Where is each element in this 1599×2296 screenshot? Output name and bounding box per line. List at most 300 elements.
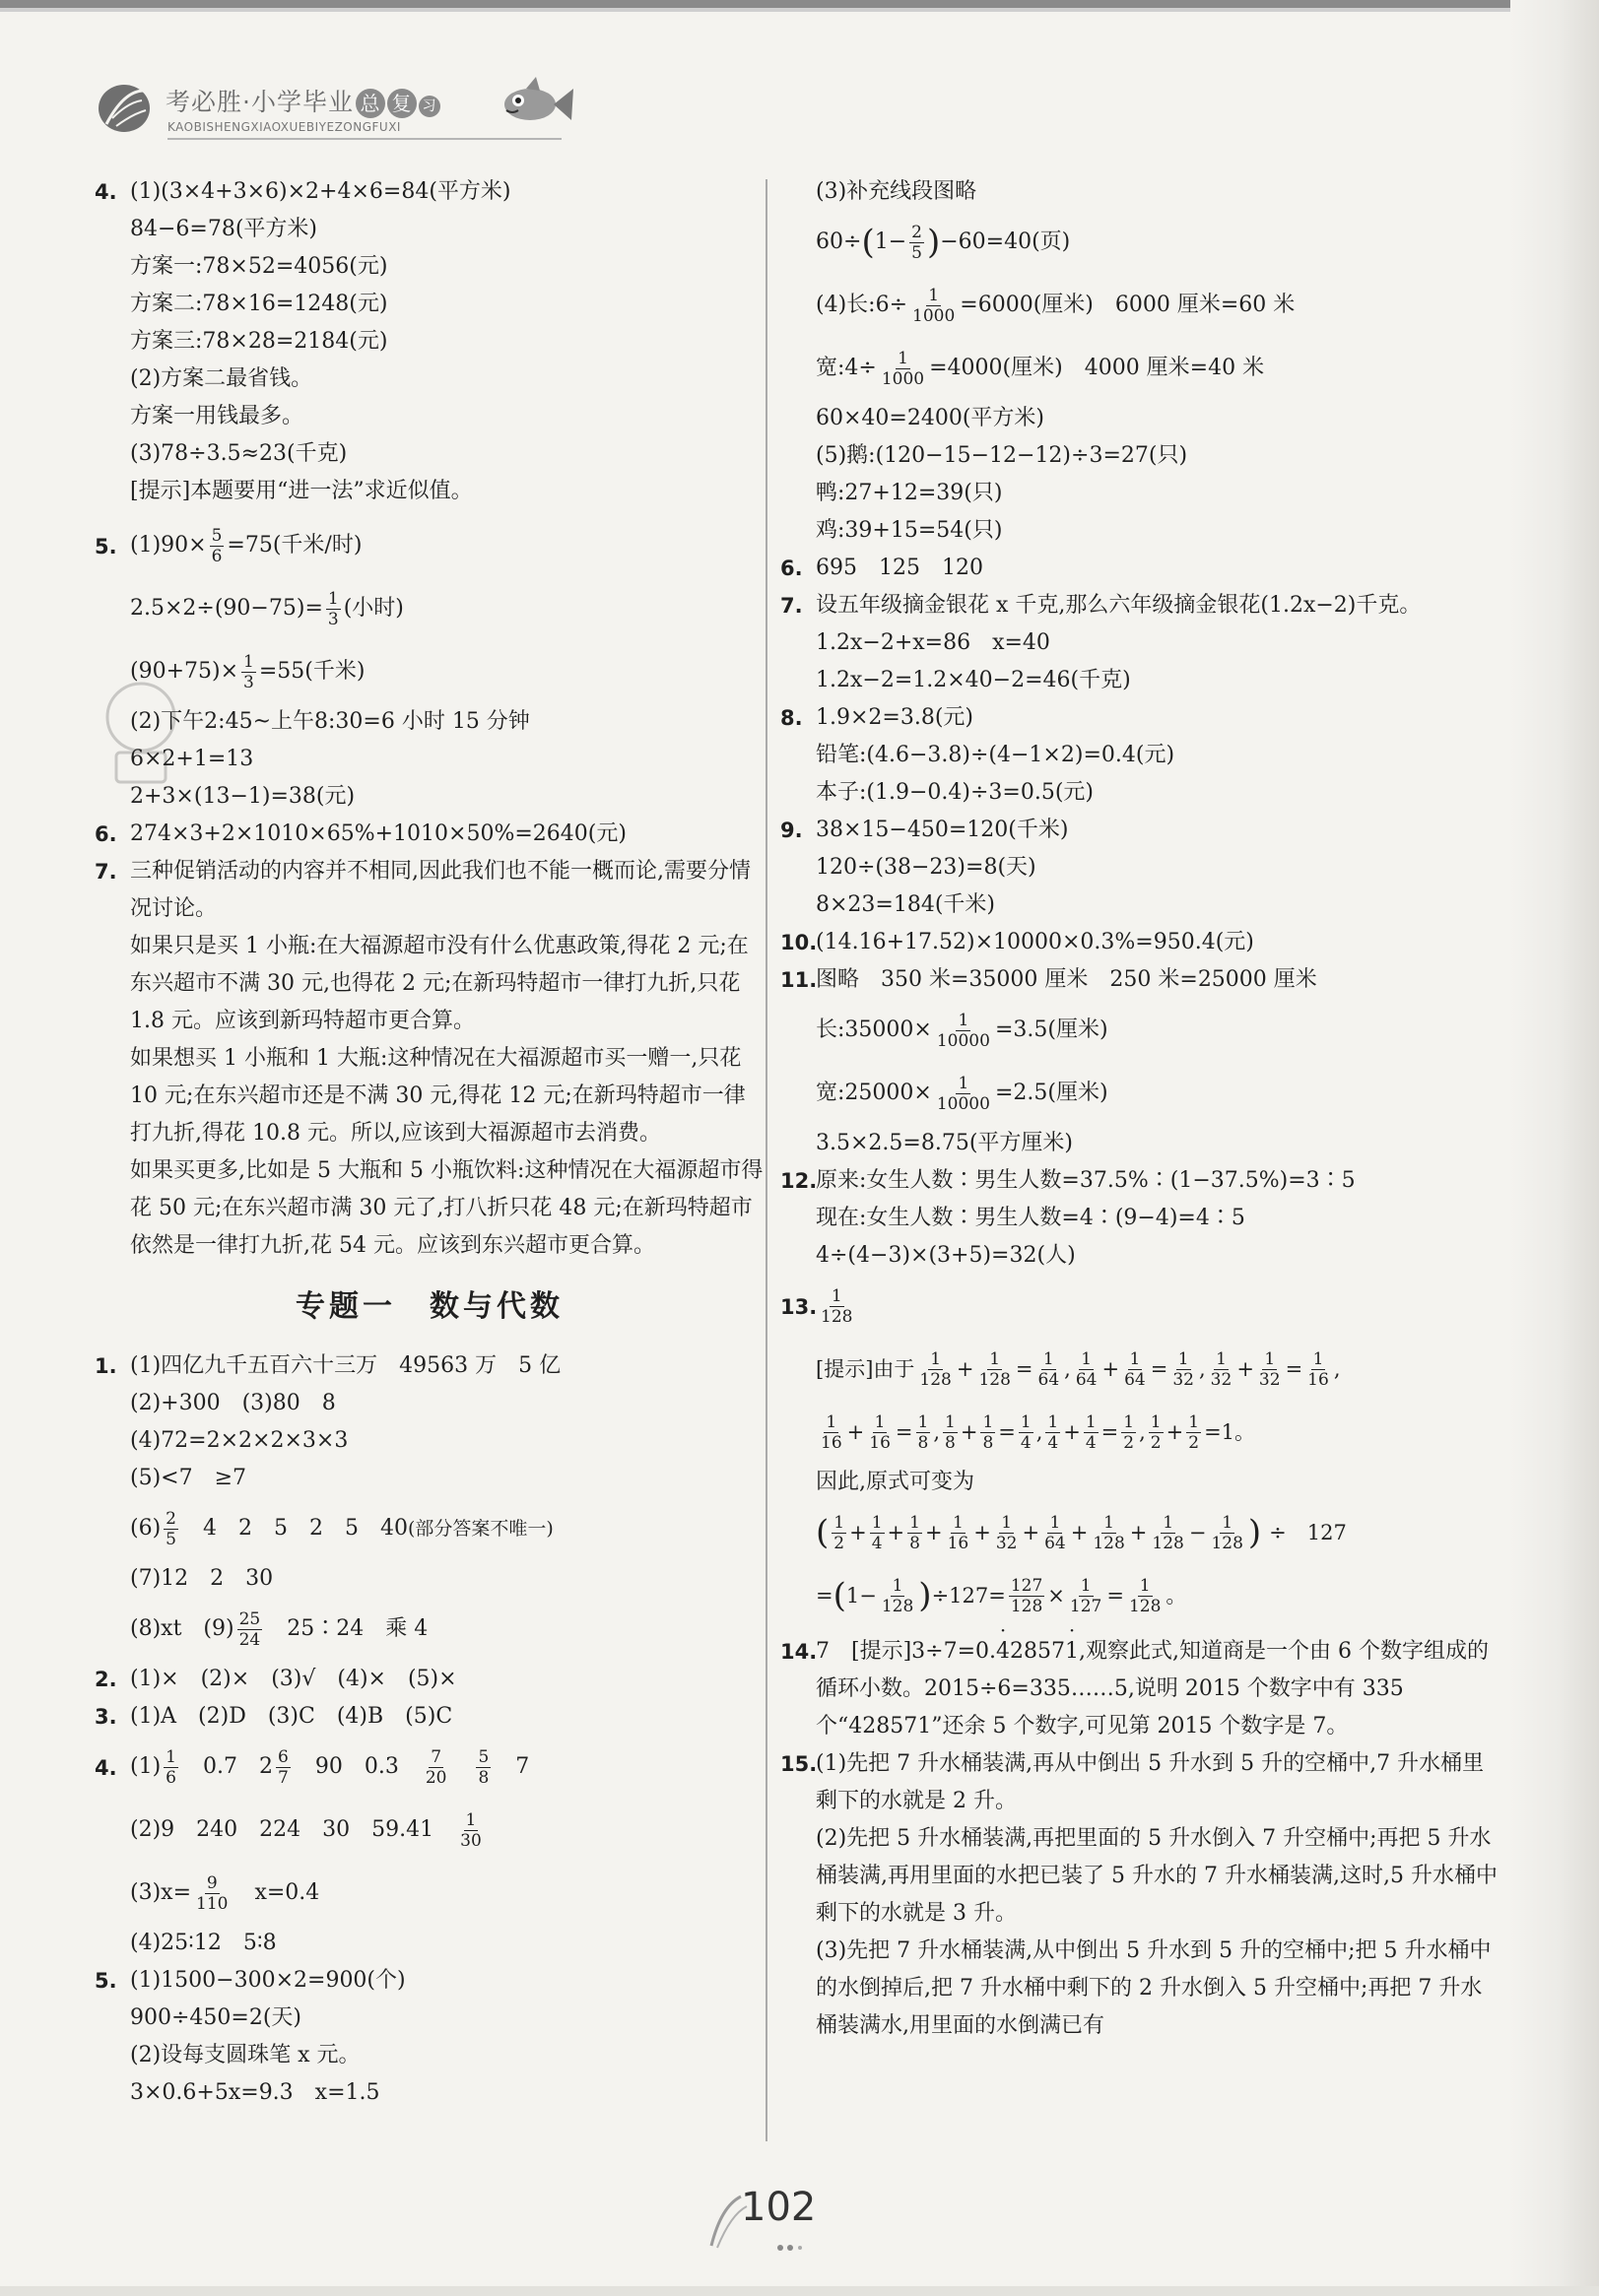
answer-6 xyxy=(780,550,1499,587)
answer-paragraph: (3)先把 7 升水桶装满,从中倒出 5 升水到 5 升的空桶中;把 5 升水桶中的水倒掉后,把 7 升水桶中剩下的 2 升水倒入 5 升空桶中;再把 7 升水桶装满水,用里面的水倒满已有 xyxy=(816,1938,1492,2038)
fraction xyxy=(1019,1412,1033,1453)
answer-line: 1.2x−2+x=86 x=40 xyxy=(816,630,1050,655)
numerator: 1 xyxy=(909,1512,920,1533)
numerator: 1 xyxy=(1264,1348,1276,1369)
answer-number: 6. xyxy=(780,557,803,580)
expr-text: =55(千米) xyxy=(258,659,366,684)
expr-text: =2.5(厘米) xyxy=(994,1081,1108,1105)
numerator: 1 xyxy=(1085,1411,1097,1432)
answer-line xyxy=(816,337,1499,400)
expr-text: =75(千米/时) xyxy=(227,533,363,558)
answer-line: 2+3×(13−1)=38(元) xyxy=(130,784,356,809)
answer-paragraph: 三种促销活动的内容并不相同,因此我们也不能一概而论,需要分情况讨论。 xyxy=(130,859,751,921)
expr-text: 宽:25000× xyxy=(816,1081,932,1105)
denominator: 4 xyxy=(1047,1432,1059,1453)
expr-text: ,观察此式,知道商是一个由 6 个数字组成的循环小数。2015÷6=335……5,说明 2015 个数字中有 335 个“428571”还余 5 个数字,可见第 2015 个数字是 7。 xyxy=(816,1639,1489,1738)
answer-line: 铅笔:(4.6−3.8)÷(4−1×2)=0.4(元) xyxy=(816,743,1175,767)
header-underline xyxy=(167,138,562,140)
note-text: (部分答案不唯一) xyxy=(407,1518,554,1540)
hint-line: [提示]由于 $\frac{1}{128}$ + $\frac{1}{128}$ = $\frac{1}{64}$ , $\frac{1}{64}$ + $\frac{1}{64}$ = $\frac{1}{32}$ , $\frac{1}{32}$ + $\frac{1}{32}$ = $\frac{1}{16}$ , xyxy=(816,1348,1341,1390)
denominator: 2 xyxy=(1123,1432,1135,1453)
numerator: 1 xyxy=(1188,1411,1200,1432)
answer-line: 鸭:27+12=39(只) xyxy=(816,481,1003,505)
numerator: 1 xyxy=(1080,1575,1092,1596)
topic1-answer-4 xyxy=(95,1736,765,1962)
denominator: 32 xyxy=(995,1533,1018,1553)
answer-paragraph: 如果只是买 1 小瓶:在大福源超市没有什么优惠政策,得花 2 元;在东兴超市不满 30 元,也得花 2 元;在新玛特超市一律打九折,只花 1.8 元。应该到新玛特超市更合算。 xyxy=(130,934,749,1033)
numerator: 9 xyxy=(206,1872,218,1893)
answer-line: 695 125 120 xyxy=(816,556,983,580)
fraction xyxy=(164,1509,178,1549)
numerator: 1 xyxy=(958,1010,969,1030)
answer-line: 鸡:39+15=54(只) xyxy=(816,518,1003,543)
numerator: 1 xyxy=(465,1809,477,1830)
expr-text: = xyxy=(816,1584,833,1607)
page-bottom-edge xyxy=(0,2286,1599,2296)
right-column xyxy=(780,173,1499,2045)
expr-text: (1)90× xyxy=(130,533,207,558)
answer-paragraph: (2)先把 5 升水桶装满,再把里面的 5 升水倒入 7 升空桶中;再把 5 升水桶装满,再用里面的水把已装了 5 升水的 7 升水桶装满,这时,5 升水桶中剩下的水就是 3 升。 xyxy=(816,1826,1498,1926)
fraction xyxy=(1257,1349,1283,1390)
answer-line: 120÷(38−23)=8(天) xyxy=(816,855,1036,880)
answer-line xyxy=(816,211,1499,274)
expr-text: ÷ 127 xyxy=(1269,1521,1347,1544)
expr-text: 25∶24 乘 4 xyxy=(265,1616,429,1641)
numerator: 1 xyxy=(892,1575,903,1596)
answer-line xyxy=(130,514,765,577)
numerator: 1 xyxy=(874,1411,886,1432)
fraction xyxy=(1170,1349,1196,1390)
answer-line: (2)方案二最省钱。 xyxy=(130,366,313,391)
numerator: 5 xyxy=(211,525,223,546)
expr-text: 60÷ xyxy=(816,230,862,254)
answer-line: (2)下午2:45~上午8:30=6 小时 15 分钟 xyxy=(130,709,530,734)
denominator: 1000 xyxy=(912,305,956,326)
answer-line: 1.9×2=3.8(元) xyxy=(816,705,974,730)
fraction xyxy=(1091,1513,1126,1553)
series-title-badge-2: 复 xyxy=(387,89,417,118)
numerator: 1 xyxy=(1312,1348,1324,1369)
hint-text: [提示]由于 xyxy=(816,1357,915,1381)
answer-line: 3.5×2.5=8.75(平方厘米) xyxy=(816,1131,1073,1155)
topic1-answer-5 xyxy=(95,1962,765,2112)
denominator: 3 xyxy=(327,609,339,629)
answer-9 xyxy=(780,812,1499,924)
answer-line: 方案一用钱最多。 xyxy=(130,404,304,428)
answer-paragraph: 如果买更多,比如是 5 大瓶和 5 小瓶饮料:这种情况在大福源超市得花 50 元;在东兴超市满 30 元了,打八折只花 48 元;在新玛特超市依然是一律打九折,花 54 元。应该到东兴超市更合算。 xyxy=(130,1158,764,1258)
expr-text: 宽:4÷ xyxy=(816,356,877,380)
denominator: 7 xyxy=(278,1767,289,1788)
numerator: 1 xyxy=(952,1512,964,1533)
answer-7 xyxy=(95,853,765,1265)
answer-number: 13. xyxy=(780,1295,818,1319)
numerator: 7 xyxy=(431,1746,442,1767)
answer-line: 方案一:78×52=4056(元) xyxy=(130,254,388,279)
answer-number: 11. xyxy=(780,968,818,992)
answer-4 xyxy=(95,173,765,510)
answer-number: 7. xyxy=(780,594,803,618)
paren-left: ( xyxy=(861,223,875,262)
numerator: 1 xyxy=(1042,1348,1054,1369)
answer-14 xyxy=(780,1633,1499,1745)
fish-mascot-icon xyxy=(497,75,575,130)
answer-line: 38×15−450=120(千米) xyxy=(816,818,1069,842)
fraction xyxy=(424,1747,449,1788)
fraction xyxy=(870,1513,885,1553)
fraction xyxy=(1036,1349,1062,1390)
fraction xyxy=(935,1074,992,1114)
answer-line: 现在:女生人数∶男生人数=4∶(9−4)=4∶5 xyxy=(816,1206,1245,1230)
numerator: 1 xyxy=(1081,1348,1093,1369)
denominator: 5 xyxy=(166,1529,176,1549)
expr-text: =4000(厘米) 4000 厘米=40 米 xyxy=(929,356,1265,380)
answer-line: (2)设每支圆珠笔 x 元。 xyxy=(130,2043,361,2067)
numerator: 1 xyxy=(1163,1512,1174,1533)
answer-number: 8. xyxy=(780,706,803,730)
answer-12 xyxy=(780,1162,1499,1275)
denominator: 16 xyxy=(1307,1369,1329,1390)
hint-line: 因此,原式可变为 xyxy=(816,1470,974,1494)
answer-line: 8×23=184(千米) xyxy=(816,892,996,917)
fraction xyxy=(907,1513,922,1553)
answer-line: 1.2x−2=1.2×40−2=46(千克) xyxy=(816,668,1131,692)
answer-line xyxy=(816,999,1499,1062)
expr-text: 2857 xyxy=(1010,1639,1066,1664)
answer-line xyxy=(816,1275,1499,1338)
answer-line xyxy=(130,1736,765,1799)
answer-line xyxy=(130,577,765,640)
denominator: 4 xyxy=(1085,1432,1097,1453)
answer-line: (3)78÷3.5≈23(千克) xyxy=(130,441,348,466)
answer-line: (2)+300 (3)80 8 xyxy=(130,1391,336,1415)
series-title-badge-3: 习 xyxy=(419,96,440,117)
fraction xyxy=(326,589,341,629)
answer-number: 3. xyxy=(95,1705,117,1729)
denominator: 8 xyxy=(478,1767,490,1788)
fraction xyxy=(1150,1513,1185,1553)
denominator: 20 xyxy=(425,1767,447,1788)
fraction xyxy=(241,652,256,692)
answer-paragraph: 设五年级摘金银花 x 千克,那么六年级摘金银花(1.2x−2)千克。 xyxy=(816,593,1422,618)
expr-text: (6) xyxy=(130,1516,162,1541)
fraction xyxy=(1045,1412,1060,1453)
answer-line: (4)72=2×2×2×3×3 xyxy=(130,1428,349,1453)
answer-number: 4. xyxy=(95,1756,117,1780)
denominator: 5 xyxy=(911,242,922,263)
answer-number: 14. xyxy=(780,1640,818,1664)
answer-line xyxy=(816,274,1499,337)
answer-number: 9. xyxy=(780,819,803,842)
denominator: 128 xyxy=(821,1306,853,1327)
denominator: 32 xyxy=(1210,1369,1233,1390)
fraction xyxy=(1074,1349,1099,1390)
numerator: 1 xyxy=(928,285,940,305)
answer-line xyxy=(130,1598,765,1661)
answer-line: (3)补充线段图略 xyxy=(816,179,977,204)
fraction xyxy=(164,1747,178,1788)
denominator: 2 xyxy=(1188,1432,1200,1453)
denominator: 128 xyxy=(919,1369,952,1390)
numerator: 6 xyxy=(278,1746,289,1767)
topic1-answer-2 xyxy=(95,1661,765,1698)
page-right-edge xyxy=(1510,0,1599,2296)
fraction xyxy=(935,1011,992,1051)
numerator: 1 xyxy=(989,1348,1001,1369)
fraction xyxy=(994,1513,1020,1553)
answer-line xyxy=(130,1799,765,1862)
answer-line: (1)四亿九千五百六十三万 49563 万 5 亿 xyxy=(130,1353,562,1378)
denominator: 128 xyxy=(1093,1533,1125,1553)
numerator: 1 xyxy=(1222,1512,1233,1533)
numerator: 1 xyxy=(1139,1575,1151,1596)
answer-line: (1)× (2)× (3)√ (4)× (5)× xyxy=(130,1667,457,1691)
answer-line: 本子:(1.9−0.4)÷3=0.5(元) xyxy=(816,780,1095,805)
answer-line: (4)25∶12 5∶8 xyxy=(130,1931,277,1955)
denominator: 64 xyxy=(1124,1369,1146,1390)
numerator: 127 xyxy=(1010,1575,1043,1596)
answer-line: 3×0.6+5x=9.3 x=1.5 xyxy=(130,2080,380,2105)
expr-text: 7 [提示]3÷7=0. xyxy=(816,1639,997,1664)
numerator: 1 xyxy=(1123,1411,1135,1432)
answer-line: (1)A (2)D (3)C (4)B (5)C xyxy=(130,1704,453,1729)
answer-line: (7)12 2 30 xyxy=(130,1566,274,1591)
denominator: 128 xyxy=(1211,1533,1243,1553)
answer-paragraph: 原来:女生人数∶男生人数=37.5%∶(1−37.5%)=3∶5 xyxy=(816,1168,1356,1193)
fraction xyxy=(1127,1576,1163,1616)
numerator: 2 xyxy=(166,1508,176,1529)
numerator: 1 xyxy=(1020,1411,1032,1432)
leaf-logo-icon xyxy=(95,81,154,136)
denominator: 32 xyxy=(1172,1369,1194,1390)
expr-text xyxy=(451,1748,473,1786)
expr-text: 90 0.3 xyxy=(293,1754,421,1779)
expr-text: 1− xyxy=(874,230,907,254)
page-number: 102 xyxy=(741,2185,817,2230)
fraction xyxy=(1305,1349,1331,1390)
numerator: 1 xyxy=(982,1411,994,1432)
paren-left: ( xyxy=(833,1576,846,1615)
denominator: 128 xyxy=(1152,1533,1184,1553)
numerator: 1 xyxy=(1150,1411,1162,1432)
denominator: 127 xyxy=(1069,1596,1102,1616)
answer-number: 2. xyxy=(95,1668,117,1691)
fraction xyxy=(1121,1412,1136,1453)
denominator: 2 xyxy=(1150,1432,1162,1453)
answer-7 xyxy=(780,587,1499,699)
denominator: 1000 xyxy=(881,368,925,389)
hint-line: ( $\frac{1}{2}$ + $\frac{1}{4}$ + $\frac{1}{8}$ + $\frac{1}{16}$ + $\frac{1}{32}$ + $\frac{1}{64}$ + $\frac{1}{128}$ + $\frac{1}{128}$ − $\frac{1}{128}$ ) ÷ 127 xyxy=(816,1512,1347,1553)
answer-number: 1. xyxy=(95,1354,117,1378)
answer-11 xyxy=(780,961,1499,1162)
numerator: 1 xyxy=(930,1348,942,1369)
expr-text: 0.7 2 xyxy=(181,1754,273,1779)
fraction xyxy=(1149,1412,1164,1453)
answer-15 xyxy=(780,1745,1499,2045)
paren-right: ) xyxy=(918,1576,932,1615)
fraction xyxy=(917,1349,953,1390)
fraction xyxy=(458,1810,484,1851)
hint-line: $\frac{1}{16}$ + $\frac{1}{16}$ = $\frac{1}{8}$ , $\frac{1}{8}$ + $\frac{1}{8}$ = $\frac{1}{4}$ , $\frac{1}{4}$ + $\frac{1}{4}$ = $\frac{1}{2}$ , $\frac{1}{2}$ + $\frac{1}{2}$ =1。 xyxy=(821,1411,1256,1453)
answer-line xyxy=(130,1497,765,1560)
fraction xyxy=(943,1412,958,1453)
answer-number: 5. xyxy=(95,1969,117,1993)
fraction xyxy=(819,1412,844,1453)
numerator: 1 xyxy=(1216,1348,1227,1369)
numerator: 1 xyxy=(1001,1512,1013,1533)
denominator: 4 xyxy=(1020,1432,1032,1453)
numerator: 1 xyxy=(243,651,254,672)
fraction xyxy=(880,349,926,389)
expr-text: 7 xyxy=(494,1754,530,1779)
answer-number: 4. xyxy=(95,180,117,204)
denominator: 3 xyxy=(243,672,254,692)
denominator: 10000 xyxy=(936,1030,990,1051)
answer-paragraph xyxy=(816,1633,1499,1745)
answer-paragraph: 如果想买 1 小瓶和 1 大瓶:这种情况在大福源超市买一赠一,只花 10 元;在东兴超市还是不满 30 元,得花 12 元;在新玛特超市一律打九折,得花 10.8 元。所以,应该到大福源超市去消费。 xyxy=(130,1046,746,1146)
numerator: 2 xyxy=(911,222,922,242)
expr-text: ÷127= xyxy=(931,1584,1006,1607)
answer-line: 4÷(4−3)×(3+5)=32(人) xyxy=(816,1243,1076,1268)
answer-line: (1)(3×4+3×6)×2+4×6=84(平方米) xyxy=(130,179,511,204)
topic1-answer-3 xyxy=(95,1698,765,1736)
expr-text: =6000(厘米) 6000 厘米=60 米 xyxy=(960,293,1296,317)
fraction xyxy=(1068,1576,1103,1616)
denominator: 110 xyxy=(196,1893,229,1914)
denominator: 128 xyxy=(978,1369,1011,1390)
answer-line: 60×40=2400(平方米) xyxy=(816,406,1045,430)
series-subtitle: KAOBISHENGXIAOXUEBIYEZONGFUXI xyxy=(167,120,401,134)
topic1-answer-1 xyxy=(95,1347,765,1661)
answer-10 xyxy=(780,924,1499,961)
denominator: 6 xyxy=(211,546,223,566)
denominator: 8 xyxy=(982,1432,994,1453)
answer-line: 方案二:78×16=1248(元) xyxy=(130,292,388,316)
answer-8 xyxy=(780,699,1499,812)
answer-paragraph: (1)先把 7 升水桶装满,再从中倒出 5 升水到 5 升的空桶中,7 升水桶里剩下的水就是 2 升。 xyxy=(816,1751,1485,1813)
paren-left: ( xyxy=(816,1513,830,1552)
answer-line: 900÷450=2(天) xyxy=(130,2005,302,2030)
denominator: 16 xyxy=(821,1432,842,1453)
expr-text: (2)9 240 224 30 59.41 xyxy=(130,1817,456,1842)
answer-number: 15. xyxy=(780,1752,818,1776)
series-title-text: 考必胜·小学毕业 xyxy=(166,88,354,116)
fraction xyxy=(1084,1412,1099,1453)
expr-text: (小时) xyxy=(343,596,404,621)
numerator: 1 xyxy=(871,1512,883,1533)
fraction xyxy=(194,1873,230,1914)
answer-6 xyxy=(95,816,765,853)
fraction xyxy=(1042,1513,1068,1553)
numerator: 1 xyxy=(1049,1512,1061,1533)
denominator: 10000 xyxy=(936,1093,990,1114)
fraction xyxy=(819,1286,854,1327)
answer-number: 5. xyxy=(95,535,117,558)
numerator: 1 xyxy=(1177,1348,1189,1369)
expr-text: (1) xyxy=(130,1754,162,1779)
fraction xyxy=(210,526,225,566)
answer-line: (5)<7 ≥7 xyxy=(130,1466,247,1490)
answer-13 xyxy=(780,1275,1499,1627)
denominator: 128 xyxy=(881,1596,914,1616)
answer-line xyxy=(130,640,765,703)
fraction xyxy=(276,1747,291,1788)
denominator: 4 xyxy=(871,1533,883,1553)
numerator: 1 xyxy=(1129,1348,1141,1369)
expr-text: x=0.4 xyxy=(233,1880,320,1905)
fraction xyxy=(916,1412,931,1453)
answer-line: 方案三:78×28=2184(元) xyxy=(130,329,388,354)
denominator: 16 xyxy=(869,1432,891,1453)
repeating-digit-start: · 4 xyxy=(996,1633,1010,1671)
numerator: 5 xyxy=(478,1746,490,1767)
denominator: 128 xyxy=(1128,1596,1162,1616)
answer-number: 10. xyxy=(780,931,818,954)
expr-text: 2.5×2÷(90−75)= xyxy=(130,596,323,621)
numerator: 1 xyxy=(958,1073,969,1093)
repeating-digit-end: · 1 xyxy=(1065,1633,1079,1671)
fraction xyxy=(1122,1349,1148,1390)
answer-5 xyxy=(95,514,765,816)
answer-line: (14.16+17.52)×10000×0.3%=950.4(元) xyxy=(816,930,1254,954)
numerator: 1 xyxy=(327,588,339,609)
hint-line: = ( 1− $\frac{1}{128}$ ) ÷127= $\frac{127}{128}$ × $\frac{1}{127}$ = $\frac{1}{128}$ 。 xyxy=(816,1575,1187,1616)
denominator: 6 xyxy=(166,1767,176,1788)
answer-line: 图略 350 米=35000 厘米 250 米=25000 厘米 xyxy=(816,967,1317,992)
denominator: 32 xyxy=(1258,1369,1281,1390)
denominator: 30 xyxy=(460,1830,482,1851)
answer-line: 84−6=78(平方米) xyxy=(130,217,318,241)
answer-number: 12. xyxy=(780,1169,818,1193)
fraction xyxy=(880,1576,915,1616)
expr-text: 4 2 5 2 5 40 xyxy=(181,1516,408,1541)
answer-number: 6. xyxy=(95,822,117,846)
fraction xyxy=(1209,1513,1244,1553)
expr-text: (8)xt (9) xyxy=(130,1616,234,1641)
numerator: 1 xyxy=(898,348,908,368)
answer-number: 7. xyxy=(95,860,117,884)
denominator: 64 xyxy=(1075,1369,1098,1390)
fraction xyxy=(1009,1576,1044,1616)
expr-text: (4)长:6÷ xyxy=(816,293,908,317)
hint-line: [提示]本题要用“进一法”求近似值。 xyxy=(130,479,473,503)
page-header xyxy=(95,75,627,146)
numerator: 1 xyxy=(831,1285,842,1306)
denominator: 128 xyxy=(1010,1596,1043,1616)
denominator: 8 xyxy=(917,1432,929,1453)
fraction xyxy=(867,1412,893,1453)
expr-text: −60=40(页) xyxy=(940,230,1071,254)
answer-5-continued xyxy=(780,173,1499,550)
answer-line: (5)鹅:(120−15−12−12)÷3=27(只) xyxy=(816,443,1188,468)
denominator: 2 xyxy=(833,1533,845,1553)
numerator: 1 xyxy=(1047,1411,1059,1432)
answer-line: 6×2+1=13 xyxy=(130,747,254,771)
fraction xyxy=(237,1609,263,1650)
paren-right: ) xyxy=(1247,1513,1262,1552)
fraction xyxy=(476,1747,491,1788)
answer-line xyxy=(816,1062,1499,1125)
page-top-edge-shadow xyxy=(0,8,1599,12)
column-divider xyxy=(766,179,767,2141)
series-title xyxy=(166,83,440,118)
numerator: 1 xyxy=(826,1411,837,1432)
fraction xyxy=(1209,1349,1234,1390)
expr-text: (3)x= xyxy=(130,1880,192,1905)
answer-line: 274×3+2×1010×65%+1010×50%=2640(元) xyxy=(130,821,627,846)
fraction xyxy=(1186,1412,1201,1453)
denominator: 8 xyxy=(945,1432,956,1453)
expr-text: (90+75)× xyxy=(130,659,239,684)
